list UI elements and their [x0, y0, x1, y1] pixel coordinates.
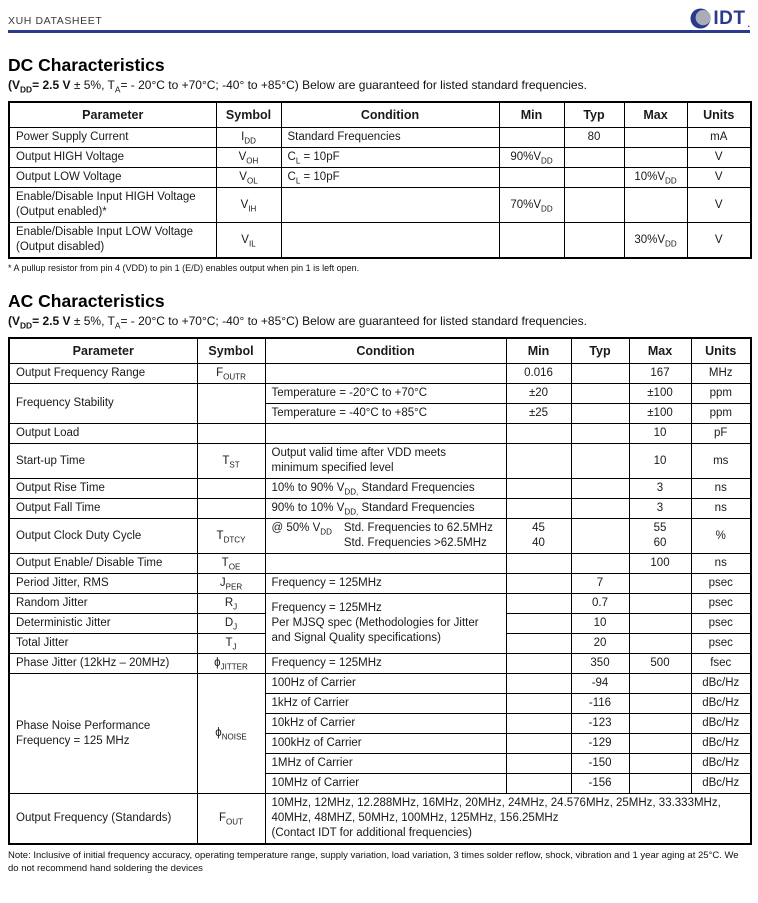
cell-max: [624, 148, 687, 168]
cell-max: [629, 694, 691, 714]
cell-typ: -94: [571, 674, 629, 694]
cell-symbol: $T_J$: [197, 634, 265, 654]
cell-parameter: Deterministic Jitter: [9, 614, 197, 634]
cell-typ: 10: [571, 614, 629, 634]
cell-min: [506, 424, 571, 444]
cell-min: [499, 168, 564, 188]
cell-symbol: $V_{IL}$: [216, 223, 281, 258]
table-row: [9, 384, 751, 404]
cell-typ: 80: [564, 128, 624, 148]
cell-max: [629, 754, 691, 774]
cell-condition: 1kHz of Carrier: [265, 694, 506, 714]
cell-typ: [571, 479, 629, 499]
cell-max: 55 60: [629, 519, 691, 554]
idt-logo-mark-icon: [690, 8, 711, 29]
cell-symbol: $D_J$: [197, 614, 265, 634]
cell-units: dBc/Hz: [691, 734, 751, 754]
cell-min: [506, 554, 571, 574]
cell-units: pF: [691, 424, 751, 444]
cell-typ: -116: [571, 694, 629, 714]
cell-min: [506, 674, 571, 694]
column-header-symbol: Symbol: [197, 338, 265, 364]
cell-units: fsec: [691, 654, 751, 674]
ac-bottom-note: Note: Inclusive of initial frequency accuracy, operating temperature range, supply variation, load variation, 3 times solder reflow, shock, vibration and 1 year aging at 25°C. We do not recommend hand soldering the devices: [8, 849, 739, 874]
column-header-units: Units: [691, 338, 751, 364]
column-header-typ: Typ: [564, 102, 624, 128]
document-title: XUH DATASHEET: [8, 15, 103, 27]
cell-parameter: Output Load: [9, 424, 197, 444]
cell-symbol: $R_J$: [197, 594, 265, 614]
cell-parameter: Start-up Time: [9, 444, 197, 479]
cell-max: 3: [629, 479, 691, 499]
cell-typ: [571, 384, 629, 404]
cell-parameter: Output Fall Time: [9, 499, 197, 519]
cell-min: [506, 574, 571, 594]
cell-condition: Frequency = 125MHz Per MJSQ spec (Methodologies for Jitter and Signal Quality specifications): [265, 594, 506, 654]
table-row: [9, 479, 751, 499]
cell-symbol: $V_{OL}$: [216, 168, 281, 188]
cell-condition: Standard Frequencies: [281, 128, 499, 148]
cell-condition: 100kHz of Carrier: [265, 734, 506, 754]
table-row: [9, 444, 751, 479]
cell-min: [506, 594, 571, 614]
ac-section-title: AC Characteristics: [8, 291, 165, 311]
cell-max: [624, 128, 687, 148]
table-row: [9, 364, 751, 384]
column-header-typ: Typ: [571, 338, 629, 364]
column-header-condition: Condition: [265, 338, 506, 364]
cell-condition: 100Hz of Carrier: [265, 674, 506, 694]
cell-symbol: [197, 499, 265, 519]
table-row: [9, 499, 751, 519]
cell-min: [506, 754, 571, 774]
cell-min: [506, 714, 571, 734]
cell-units: dBc/Hz: [691, 774, 751, 794]
table-row: [9, 128, 751, 148]
cell-symbol: $J_{PER}$: [197, 574, 265, 594]
dc-header-row: [9, 102, 751, 128]
cell-units: dBc/Hz: [691, 674, 751, 694]
cell-symbol: [197, 384, 265, 424]
cell-symbol: $\phi_{NOISE}$: [197, 674, 265, 794]
page-header: [8, 0, 750, 30]
cell-min: [506, 654, 571, 674]
cell-units: ns: [691, 479, 751, 499]
cell-max: 500: [629, 654, 691, 674]
cell-units: %: [691, 519, 751, 554]
cell-typ: [564, 148, 624, 168]
cell-units: V: [687, 168, 751, 188]
table-row: [9, 148, 751, 168]
cell-condition: 90% to 10% $V_{DD,}$ Standard Frequencies: [265, 499, 506, 519]
cell-units: ppm: [691, 404, 751, 424]
cell-min: [506, 444, 571, 479]
cell-parameter: Output Frequency (Standards): [9, 794, 197, 844]
table-row-duty-cycle: [9, 519, 751, 554]
cell-condition: $C_L = 10pF$: [281, 168, 499, 188]
cell-min: $70\%V_{DD}$: [499, 188, 564, 223]
cell-parameter: Output LOW Voltage: [9, 168, 216, 188]
cell-max: 100: [629, 554, 691, 574]
table-row: [9, 594, 751, 614]
header-divider: [8, 30, 750, 33]
column-header-units: Units: [687, 102, 751, 128]
cell-parameter: Output HIGH Voltage: [9, 148, 216, 168]
cell-units: ns: [691, 554, 751, 574]
cell-parameter: Phase Noise Performance Frequency = 125 MHz: [9, 674, 197, 794]
cell-typ: -150: [571, 754, 629, 774]
cell-typ: -156: [571, 774, 629, 794]
cell-parameter: Power Supply Current: [9, 128, 216, 148]
cell-condition: 10MHz, 12MHz, 12.288MHz, 16MHz, 20MHz, 24MHz, 24.576MHz, 25MHz, 33.333MHz, 40MHz, 48MHZ, 50MHz, 100MHz, 125MHz, 156.25MHz (Contact IDT for additional frequencies): [265, 794, 751, 844]
cell-symbol: $T_{DTCY}$: [197, 519, 265, 554]
cell-max: [629, 714, 691, 734]
column-header-condition: Condition: [281, 102, 499, 128]
cell-typ: [571, 404, 629, 424]
cell-condition: [265, 519, 506, 554]
idt-logo-text: IDT: [713, 8, 746, 29]
column-header-min: Min: [506, 338, 571, 364]
cell-units: dBc/Hz: [691, 694, 751, 714]
cell-symbol: $I_{DD}$: [216, 128, 281, 148]
cell-min: [506, 499, 571, 519]
cell-max: [629, 594, 691, 614]
cell-typ: 20: [571, 634, 629, 654]
cell-parameter: Enable/Disable Input HIGH Voltage (Output enabled)*: [9, 188, 216, 223]
cell-condition: 10MHz of Carrier: [265, 774, 506, 794]
idt-logo-suffix: .: [747, 19, 750, 29]
column-header-min: Min: [499, 102, 564, 128]
cell-symbol: $T_{ST}$: [197, 444, 265, 479]
duty-cycle-frequency-lines: Std. Frequencies to 62.5MHz Std. Frequencies >62.5MHz: [343, 522, 493, 550]
dc-characteristics-table: [8, 101, 752, 259]
cell-typ: [571, 554, 629, 574]
cell-min: [499, 128, 564, 148]
duty-cycle-vdd-label: @ 50% $V_{DD}$: [271, 522, 332, 537]
column-header-max: Max: [629, 338, 691, 364]
table-row: [9, 424, 751, 444]
cell-condition: [265, 424, 506, 444]
cell-condition: [281, 188, 499, 223]
cell-typ: -129: [571, 734, 629, 754]
table-row: [9, 794, 751, 844]
cell-units: ns: [691, 499, 751, 519]
cell-condition: Frequency = 125MHz: [265, 654, 506, 674]
cell-units: V: [687, 223, 751, 258]
cell-units: V: [687, 188, 751, 223]
cell-typ: [571, 444, 629, 479]
table-row: [9, 554, 751, 574]
cell-parameter: Phase Jitter (12kHz – 20MHz): [9, 654, 197, 674]
column-header-parameter: Parameter: [9, 338, 197, 364]
dc-footnote: * A pullup resistor from pin 4 (VDD) to pin 1 (E/D) enables output when pin 1 is left open.: [8, 263, 360, 273]
cell-typ: [564, 223, 624, 258]
cell-min: ±25: [506, 404, 571, 424]
column-header-parameter: Parameter: [9, 102, 216, 128]
cell-min: [506, 479, 571, 499]
table-row: [9, 168, 751, 188]
cell-parameter: Frequency Stability: [9, 384, 197, 424]
cell-units: psec: [691, 574, 751, 594]
cell-units: dBc/Hz: [691, 754, 751, 774]
cell-units: ms: [691, 444, 751, 479]
cell-condition: Temperature = -20°C to +70°C: [265, 384, 506, 404]
cell-condition: Temperature = -40°C to +85°C: [265, 404, 506, 424]
cell-min: [506, 634, 571, 654]
cell-max: 10: [629, 424, 691, 444]
cell-units: ppm: [691, 384, 751, 404]
cell-max: 10: [629, 444, 691, 479]
cell-symbol: $F_{OUTR}$: [197, 364, 265, 384]
cell-symbol: $F_{OUT}$: [197, 794, 265, 844]
table-row: [9, 654, 751, 674]
cell-condition: 1MHz of Carrier: [265, 754, 506, 774]
cell-symbol: $\phi_{JITTER}$: [197, 654, 265, 674]
column-header-symbol: Symbol: [216, 102, 281, 128]
cell-condition: [265, 364, 506, 384]
cell-symbol: [197, 479, 265, 499]
cell-max: [629, 614, 691, 634]
cell-min: [506, 614, 571, 634]
cell-min: [499, 223, 564, 258]
cell-parameter: Total Jitter: [9, 634, 197, 654]
cell-symbol: [197, 424, 265, 444]
cell-min: [506, 734, 571, 754]
cell-typ: [564, 188, 624, 223]
cell-typ: 0.7: [571, 594, 629, 614]
cell-max: 3: [629, 499, 691, 519]
cell-units: psec: [691, 634, 751, 654]
cell-units: mA: [687, 128, 751, 148]
cell-typ: [571, 499, 629, 519]
cell-typ: [571, 364, 629, 384]
cell-parameter: Output Frequency Range: [9, 364, 197, 384]
cell-symbol: $T_{OE}$: [197, 554, 265, 574]
cell-min: [506, 774, 571, 794]
column-header-max: Max: [624, 102, 687, 128]
cell-max: ±100: [629, 384, 691, 404]
cell-parameter: Output Clock Duty Cycle: [9, 519, 197, 554]
cell-condition: Output valid time after VDD meets minimum specified level: [265, 444, 506, 479]
cell-min: ±20: [506, 384, 571, 404]
table-row: [9, 223, 751, 258]
cell-parameter: Output Rise Time: [9, 479, 197, 499]
cell-max: [629, 734, 691, 754]
dc-subtitle: ($V_{DD}= 2.5$ V ± 5%, $T_A= - 20^\circ C$ to +70°C; -40° to +85°C) Below are guaranteed for listed standard frequencies.: [8, 78, 587, 95]
ac-header-row: [9, 338, 751, 364]
cell-max: [629, 634, 691, 654]
table-row: [9, 188, 751, 223]
cell-condition: 10% to 90% $V_{DD,}$ Standard Frequencies: [265, 479, 506, 499]
cell-max: [624, 188, 687, 223]
cell-max: ±100: [629, 404, 691, 424]
cell-parameter: Enable/Disable Input LOW Voltage (Output disabled): [9, 223, 216, 258]
cell-condition: Frequency = 125MHz: [265, 574, 506, 594]
cell-min: $90\%V_{DD}$: [499, 148, 564, 168]
cell-units: dBc/Hz: [691, 714, 751, 734]
table-row: [9, 674, 751, 694]
cell-condition: [265, 554, 506, 574]
cell-max: 167: [629, 364, 691, 384]
table-row: [9, 574, 751, 594]
cell-typ: [564, 168, 624, 188]
cell-condition: $C_L = 10pF$: [281, 148, 499, 168]
cell-units: V: [687, 148, 751, 168]
cell-condition: [281, 223, 499, 258]
ac-subtitle: ($V_{DD}= 2.5$ V ± 5%, $T_A= - 20^\circ C$ to +70°C; -40° to +85°C) Below are guaranteed for listed standard frequencies.: [8, 314, 587, 331]
cell-symbol: $V_{IH}$: [216, 188, 281, 223]
cell-max: $10\%V_{DD}$: [624, 168, 687, 188]
cell-min: 45 40: [506, 519, 571, 554]
cell-units: MHz: [691, 364, 751, 384]
cell-typ: 7: [571, 574, 629, 594]
cell-symbol: $V_{OH}$: [216, 148, 281, 168]
cell-max: [629, 574, 691, 594]
cell-units: psec: [691, 594, 751, 614]
cell-max: [629, 774, 691, 794]
cell-typ: [571, 424, 629, 444]
cell-max: [629, 674, 691, 694]
ac-characteristics-table: [8, 337, 752, 845]
cell-units: psec: [691, 614, 751, 634]
cell-condition: 10kHz of Carrier: [265, 714, 506, 734]
cell-parameter: Period Jitter, RMS: [9, 574, 197, 594]
idt-logo: [690, 8, 750, 29]
cell-min: 0.016: [506, 364, 571, 384]
cell-parameter: Random Jitter: [9, 594, 197, 614]
cell-typ: -123: [571, 714, 629, 734]
dc-section-title: DC Characteristics: [8, 55, 165, 75]
cell-min: [506, 694, 571, 714]
cell-typ: [571, 519, 629, 554]
cell-parameter: Output Enable/ Disable Time: [9, 554, 197, 574]
cell-typ: 350: [571, 654, 629, 674]
cell-max: $30\%V_{DD}$: [624, 223, 687, 258]
